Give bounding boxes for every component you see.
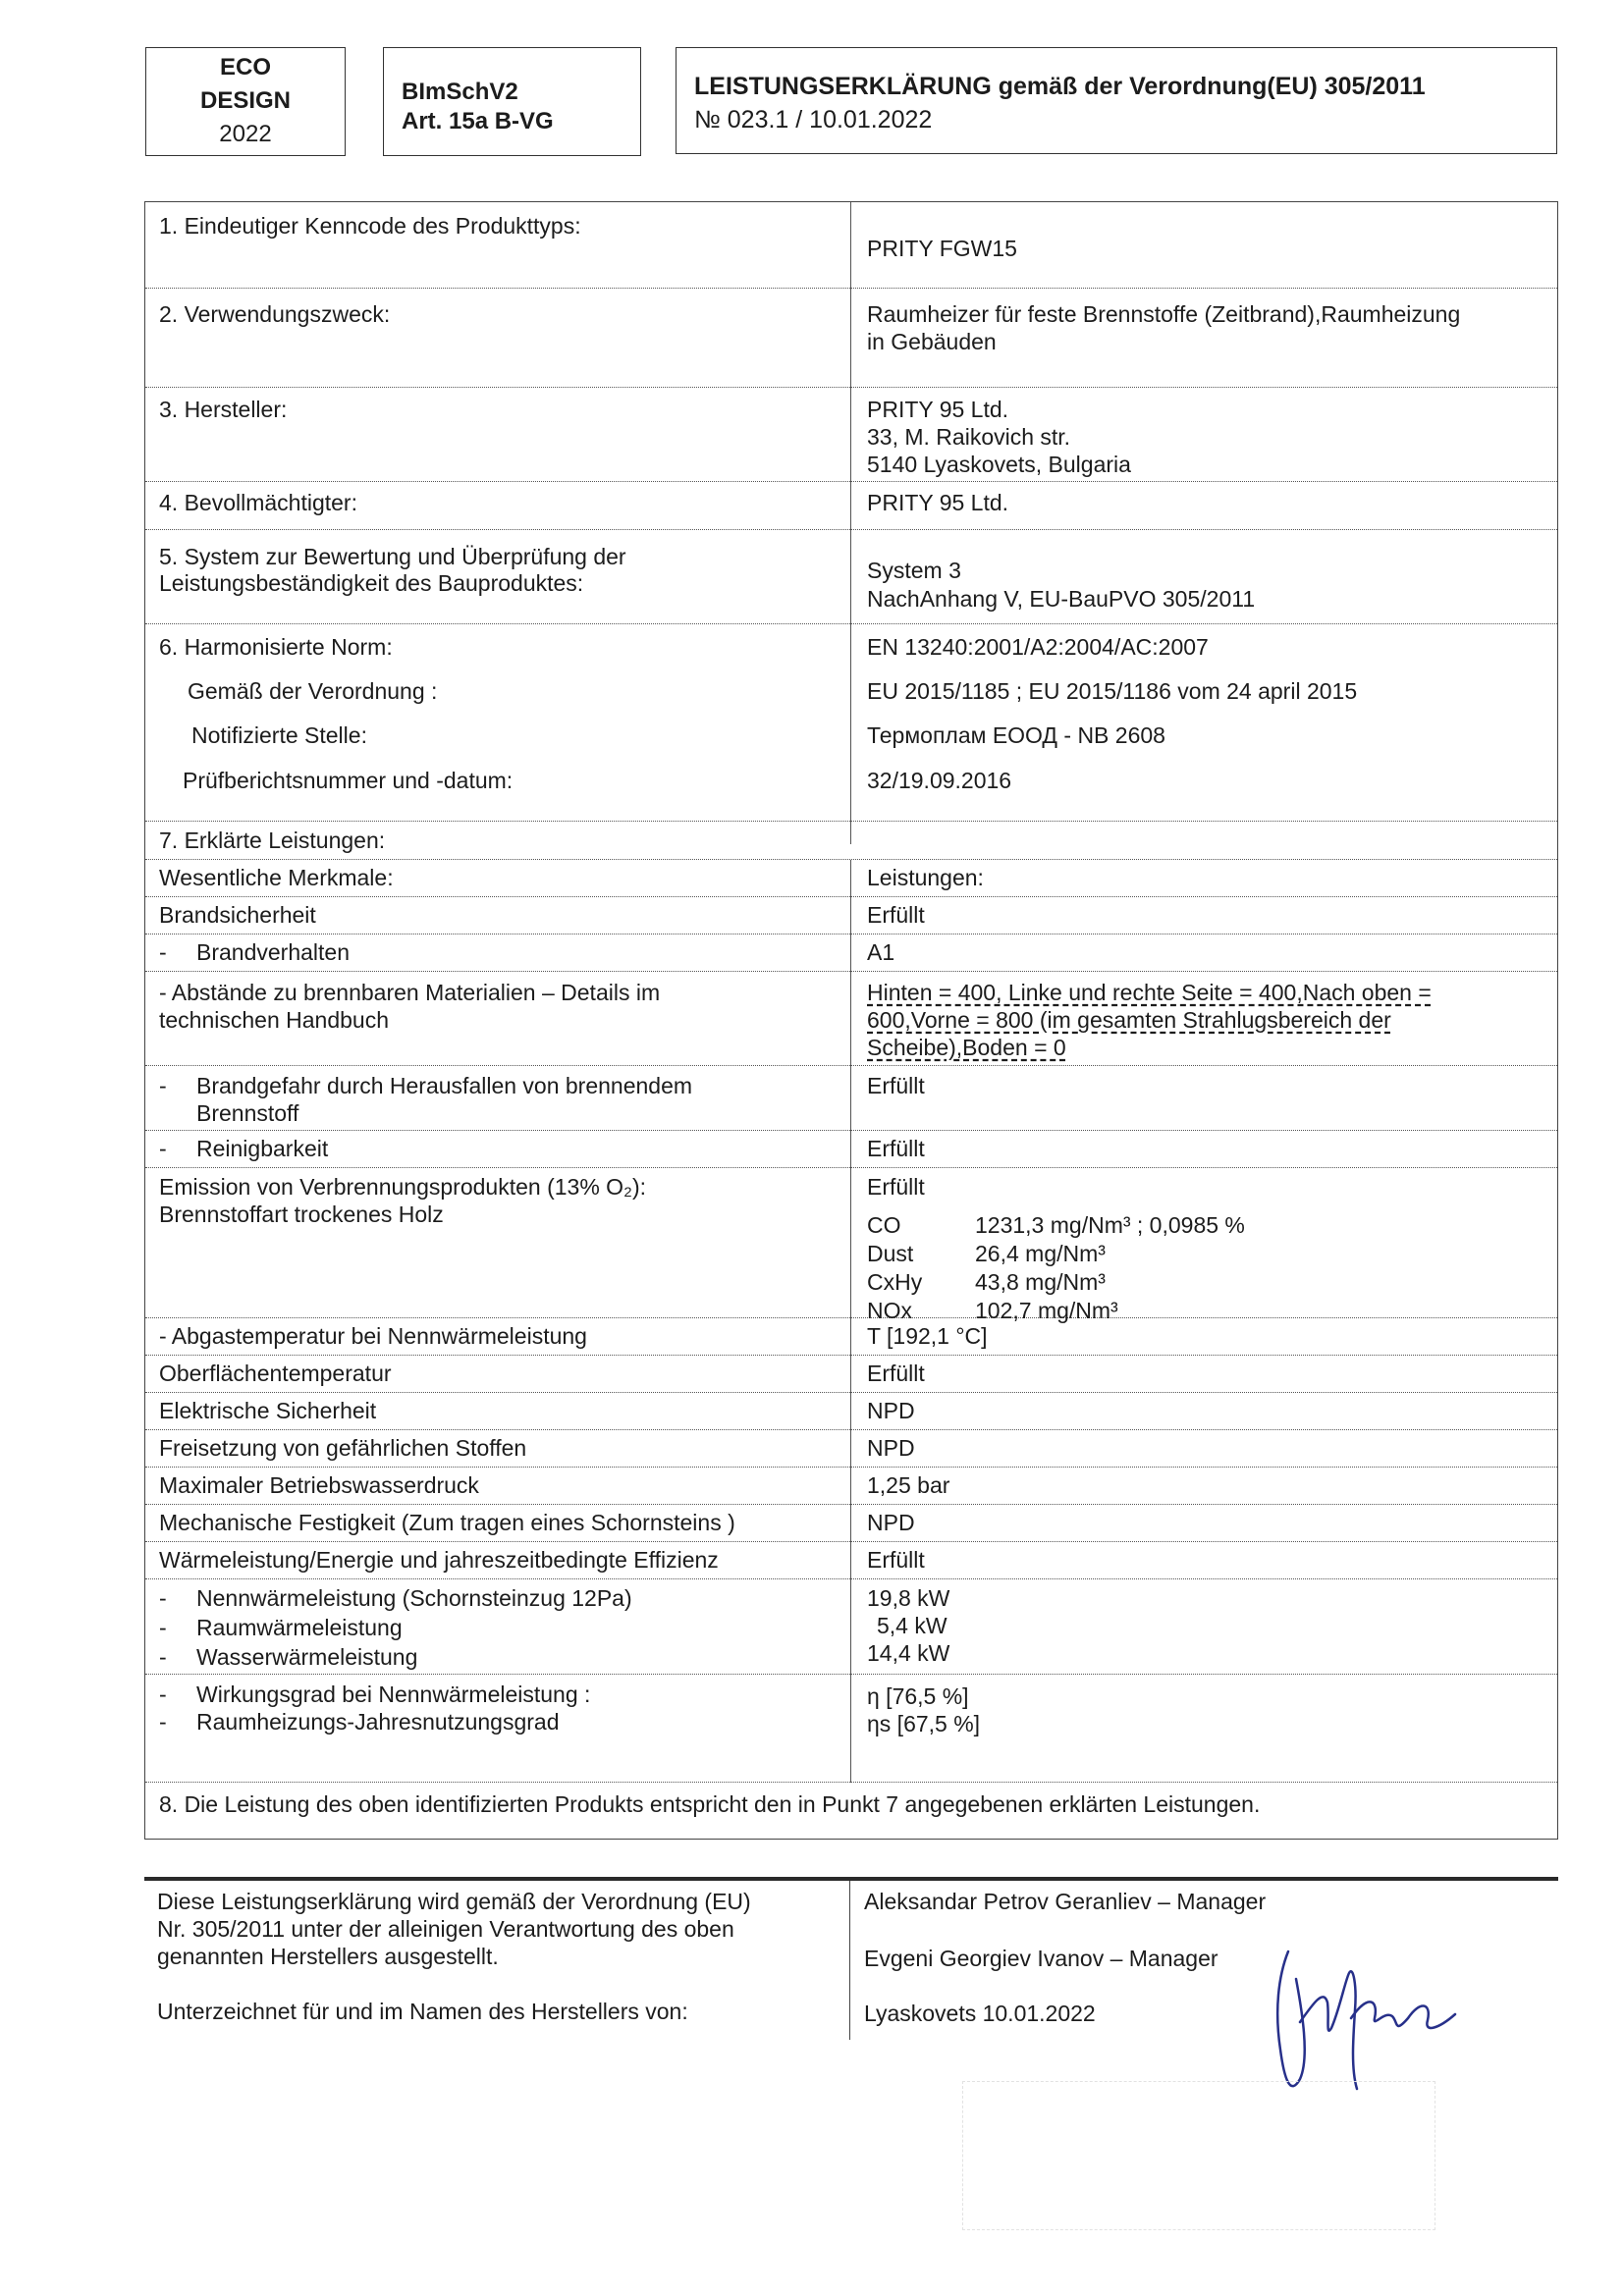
table-row — [145, 934, 1557, 972]
space-heat-output: 5,4 kW — [877, 1613, 947, 1638]
row-value: T [192,1 °C] — [867, 1323, 988, 1349]
table-row — [145, 289, 1557, 388]
table-row — [145, 1430, 1557, 1468]
row-label: Mechanische Festigkeit (Zum tragen eines Schornsteins ) — [159, 1510, 735, 1535]
row-label: - Abgastemperatur bei Nennwärmeleistung — [159, 1323, 587, 1349]
eco-year: 2022 — [219, 121, 272, 147]
row-label: 6. Harmonisierte Norm: — [159, 634, 393, 660]
clearance-line3: Scheibe),Boden = 0 — [867, 1035, 1066, 1060]
row-label: technischen Handbuch — [159, 1007, 389, 1033]
test-report-value: 32/19.09.2016 — [867, 768, 1012, 793]
emission-values — [867, 1211, 1270, 1325]
table-row — [145, 1675, 1557, 1783]
row-value: NPD — [867, 1510, 915, 1535]
manufacturer-name: PRITY 95 Ltd. — [867, 397, 1009, 422]
footer-signed-for: Unterzeichnet für und im Namen des Herstellers von: — [157, 1999, 688, 2024]
row-label: - Reinigbarkeit — [159, 1136, 329, 1161]
manufacturer-city: 5140 Lyaskovets, Bulgaria — [867, 452, 1131, 477]
emission-name: CO — [867, 1212, 901, 1238]
table-row — [145, 860, 1557, 897]
row-value: 1,25 bar — [867, 1472, 950, 1498]
row-value: Erfüllt — [867, 1174, 925, 1200]
signatory-1: Aleksandar Petrov Geranliev – Manager — [864, 1889, 1267, 1914]
row-label: Brandsicherheit — [159, 902, 316, 928]
regulation-label: Gemäß der Verordnung : — [188, 678, 438, 704]
manufacturer-street: 33, M. Raikovich str. — [867, 424, 1071, 450]
declaration-box — [676, 47, 1557, 154]
emission-name: NOx — [867, 1298, 912, 1323]
row-label: Leistungsbeständigkeit des Bauproduktes: — [159, 570, 584, 596]
notified-body-value: Термоплам ЕООД - NB 2608 — [867, 722, 1165, 748]
declaration-number: № 023.1 / 10.01.2022 — [694, 106, 933, 133]
notified-body-label: Notifizierte Stelle: — [191, 722, 367, 748]
table-row — [145, 202, 1557, 289]
row-label: 3. Hersteller: — [159, 397, 288, 422]
emission-value: 102,7 mg/Nm³ — [975, 1298, 1118, 1323]
emission-value: 1231,3 mg/Nm³ ; 0,0985 % — [975, 1212, 1245, 1238]
clearance-line1: Hinten = 400, Linke und rechte Seite = 400,Nach oben = — [867, 980, 1432, 1005]
row-label: - Wasserwärmeleistung — [159, 1644, 418, 1670]
place-and-date: Lyaskovets 10.01.2022 — [864, 2001, 1096, 2026]
nominal-heat-output: 19,8 kW — [867, 1585, 950, 1611]
table-row — [145, 1393, 1557, 1430]
table-row — [145, 1356, 1557, 1393]
row-value: Erfüllt — [867, 902, 925, 928]
emission-name: CxHy — [867, 1269, 923, 1295]
table-row — [145, 1168, 1557, 1323]
footer-statement-line3: genannten Herstellers ausgestellt. — [157, 1944, 499, 1969]
column-header-characteristics: Wesentliche Merkmale: — [159, 865, 394, 890]
harmonised-standard: EN 13240:2001/A2:2004/AC:2007 — [867, 634, 1209, 660]
footer-statement-line1: Diese Leistungserklärung wird gemäß der Verordnung (EU) — [157, 1889, 751, 1914]
row-label: - Raumheizungs-Jahresnutzungsgrad — [159, 1709, 560, 1735]
row-label: Freisetzung von gefährlichen Stoffen — [159, 1435, 527, 1461]
emission-name: Dust — [867, 1241, 914, 1266]
table-row — [145, 1131, 1557, 1168]
row-label: - Abstände zu brennbaren Materialien – Details im — [159, 980, 661, 1005]
eco-design-box — [145, 47, 346, 156]
footer-statement-line2: Nr. 305/2011 unter der alleinigen Verantwortung des oben — [157, 1916, 734, 1942]
row-value: Erfüllt — [867, 1547, 925, 1573]
row-label: - Nennwärmeleistung (Schornsteinzug 12Pa) — [159, 1585, 632, 1611]
handwritten-signature — [1267, 1932, 1463, 2099]
row-value: Erfüllt — [867, 1136, 925, 1161]
product-code: PRITY FGW15 — [867, 236, 1017, 261]
row-label: Brennstoffart trockenes Holz — [159, 1201, 444, 1227]
assessment-annex: NachAnhang V, EU-BauPVO 305/2011 — [867, 586, 1256, 612]
row-label: 4. Bevollmächtigter: — [159, 490, 357, 515]
footer-divider — [144, 1877, 1558, 1881]
table-row — [145, 388, 1557, 482]
authorised-representative: PRITY 95 Ltd. — [867, 490, 1009, 515]
seasonal-efficiency-value: ηs [67,5 %] — [867, 1711, 981, 1736]
row-value: Erfüllt — [867, 1073, 925, 1098]
table-row — [145, 530, 1557, 624]
row-value: NPD — [867, 1398, 915, 1423]
footer-column-divider — [849, 1881, 850, 2040]
row-label: - Raumwärmeleistung — [159, 1615, 403, 1640]
design-label: DESIGN — [199, 87, 291, 114]
faint-stamp — [962, 2081, 1435, 2230]
row-label: Maximaler Betriebswasserdruck — [159, 1472, 479, 1498]
test-report-label: Prüfberichtsnummer und -datum: — [183, 768, 514, 793]
emission-value: 43,8 mg/Nm³ — [975, 1269, 1106, 1295]
table-row — [145, 1542, 1557, 1579]
row-label: - Wirkungsgrad bei Nennwärmeleistung : — [159, 1682, 591, 1707]
article-label: Art. 15a B-VG — [402, 108, 554, 134]
row-label: - Brandgefahr durch Herausfallen von brennendem — [159, 1073, 693, 1098]
eco-label: ECO — [219, 54, 271, 80]
row-value: Erfüllt — [867, 1361, 925, 1386]
table-row — [145, 482, 1557, 530]
section-heading: 7. Erklärte Leistungen: — [159, 828, 386, 853]
signatory-2: Evgeni Georgiev Ivanov – Manager — [864, 1946, 1218, 1971]
emission-value: 26,4 mg/Nm³ — [975, 1241, 1106, 1266]
table-row — [145, 1318, 1557, 1356]
table-row — [145, 1579, 1557, 1675]
row-label: Brennstoff — [196, 1100, 299, 1126]
regulation-value: EU 2015/1185 ; EU 2015/1186 vom 24 april 2015 — [867, 678, 1358, 704]
table-row — [145, 1066, 1557, 1131]
row-value: A1 — [867, 939, 895, 965]
table-row — [145, 624, 1557, 822]
table-row — [145, 1468, 1557, 1505]
efficiency-value: η [76,5 %] — [867, 1683, 969, 1709]
row-label: Wärmeleistung/Energie und jahreszeitbedingte Effizienz — [159, 1547, 719, 1573]
table-row — [145, 1505, 1557, 1542]
row-label: Oberflächentemperatur — [159, 1361, 392, 1386]
table-row — [145, 897, 1557, 934]
conformity-statement: 8. Die Leistung des oben identifizierten Produkts entspricht den in Punkt 7 angegebenen erklärten Leistungen. — [159, 1791, 1261, 1817]
table-row — [145, 972, 1557, 1066]
row-label: Elektrische Sicherheit — [159, 1398, 377, 1423]
bimschv-label: BImSchV2 — [402, 79, 518, 105]
row-value: NPD — [867, 1435, 915, 1461]
row-label: Emission von Verbrennungsprodukten (13% O₂): — [159, 1174, 647, 1200]
performance-table — [144, 201, 1558, 1840]
row-label: 1. Eindeutiger Kenncode des Produkttyps: — [159, 213, 581, 239]
column-header-performance: Leistungen: — [867, 865, 984, 890]
row-label: 5. System zur Bewertung und Überprüfung der — [159, 544, 626, 569]
water-heat-output: 14,4 kW — [867, 1640, 950, 1666]
table-row — [145, 1783, 1557, 1838]
table-row — [145, 822, 1557, 860]
assessment-system: System 3 — [867, 558, 961, 583]
row-label: 2. Verwendungszweck: — [159, 301, 391, 327]
intended-use-line2: in Gebäuden — [867, 329, 997, 354]
intended-use-line1: Raumheizer für feste Brennstoffe (Zeitbrand),Raumheizung — [867, 301, 1461, 327]
bimschv-box — [383, 47, 641, 156]
clearance-line2: 600,Vorne = 800 (im gesamten Strahlugsbereich der — [867, 1007, 1391, 1033]
declaration-title: LEISTUNGSERKLÄRUNG gemäß der Verordnung(EU) 305/2011 — [694, 73, 1426, 100]
row-label: - Brandverhalten — [159, 939, 350, 965]
